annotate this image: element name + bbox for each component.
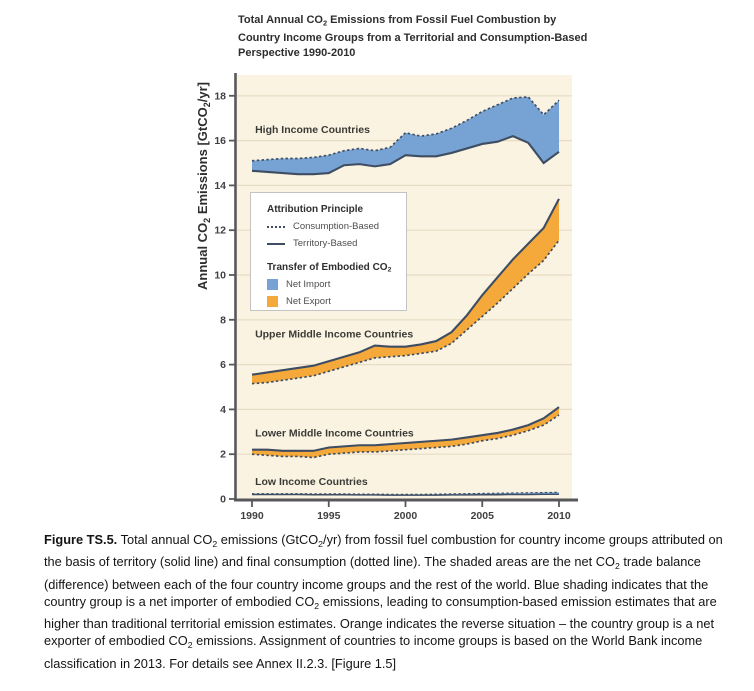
legend-item-net-export: [267, 296, 398, 307]
net-import-swatch: [267, 279, 278, 290]
legend-label-consumption: Consumption-Based: [293, 221, 380, 232]
legend-label-net-export: Net Export: [286, 296, 331, 308]
legend-header-transfer: Transfer of Embodied CO2: [267, 262, 392, 274]
y-tick-label: 2: [220, 448, 226, 461]
y-tick-label: 16: [214, 135, 226, 148]
y-tick-label: 6: [220, 359, 226, 372]
x-tick-label: 2005: [470, 510, 494, 522]
y-tick-label: 0: [220, 493, 226, 506]
group-label-upper-middle-income-countries: Upper Middle Income Countries: [255, 328, 414, 341]
x-tick-label: 2010: [547, 510, 571, 522]
y-tick-label: 18: [214, 90, 226, 103]
chart-legend: [250, 192, 407, 311]
x-tick-label: 2000: [393, 510, 418, 522]
x-tick-label: 1995: [317, 510, 341, 522]
group-label-high-income-countries: High Income Countries: [255, 123, 371, 136]
solid-line-sample: [267, 243, 285, 245]
y-tick-label: 12: [214, 224, 226, 237]
legend-item-net-import: [267, 279, 398, 290]
x-tick-label: 1990: [240, 510, 264, 522]
y-tick-label: 8: [220, 314, 226, 327]
net-export-swatch: [267, 296, 278, 307]
legend-label-territory: Territory-Based: [293, 238, 358, 249]
legend-item-consumption-based: [267, 221, 398, 232]
group-label-low-income-countries: Low Income Countries: [255, 476, 368, 489]
legend-header-attribution: Attribution Principle: [267, 204, 364, 215]
figure-title: Total Annual $CO_2$ Emissions from Fossil Fuel Combustion by Country Income Groups from a Territorial and Consumption-Based Perspective 1990-2010: [238, 14, 588, 59]
dashed-line-sample: [267, 226, 285, 228]
group-label-lower-middle-income-countries: Lower Middle Income Countries: [255, 427, 414, 440]
figure-caption: Figure TS.5. Total annual $CO_2$ emissions (GtCO$_2$/yr) from fossil fuel combustion for country income groups attributed on the basis of territory (solid line) and final consumption (dotted line). The shaded areas are the net $CO_2$ trade balance (difference) between each of the four country income groups and the rest of the world. Blue shading indicates that the country group is a net importer of embodied $CO_2$ emissions, leading to consumption-based emission estimates that are higher than traditional territorial emission estimates. Orange indicates the reverse situation – the country group is a net exporter of embodied $CO_2$ emissions. Assignment of countries to income groups is based on the World Bank income classification in 2013. For details see Annex II.2.3. [Figure 1.5]: [44, 532, 723, 671]
y-tick-label: 4: [220, 403, 226, 416]
legend-label-net-import: Net Import: [286, 279, 331, 291]
y-tick-label: 14: [214, 179, 226, 192]
y-axis-label: Annual $CO_2$ Emissions [GtCO$_2$/yr]: [195, 82, 212, 290]
y-tick-label: 10: [214, 269, 226, 282]
legend-item-territory-based: [267, 238, 398, 249]
